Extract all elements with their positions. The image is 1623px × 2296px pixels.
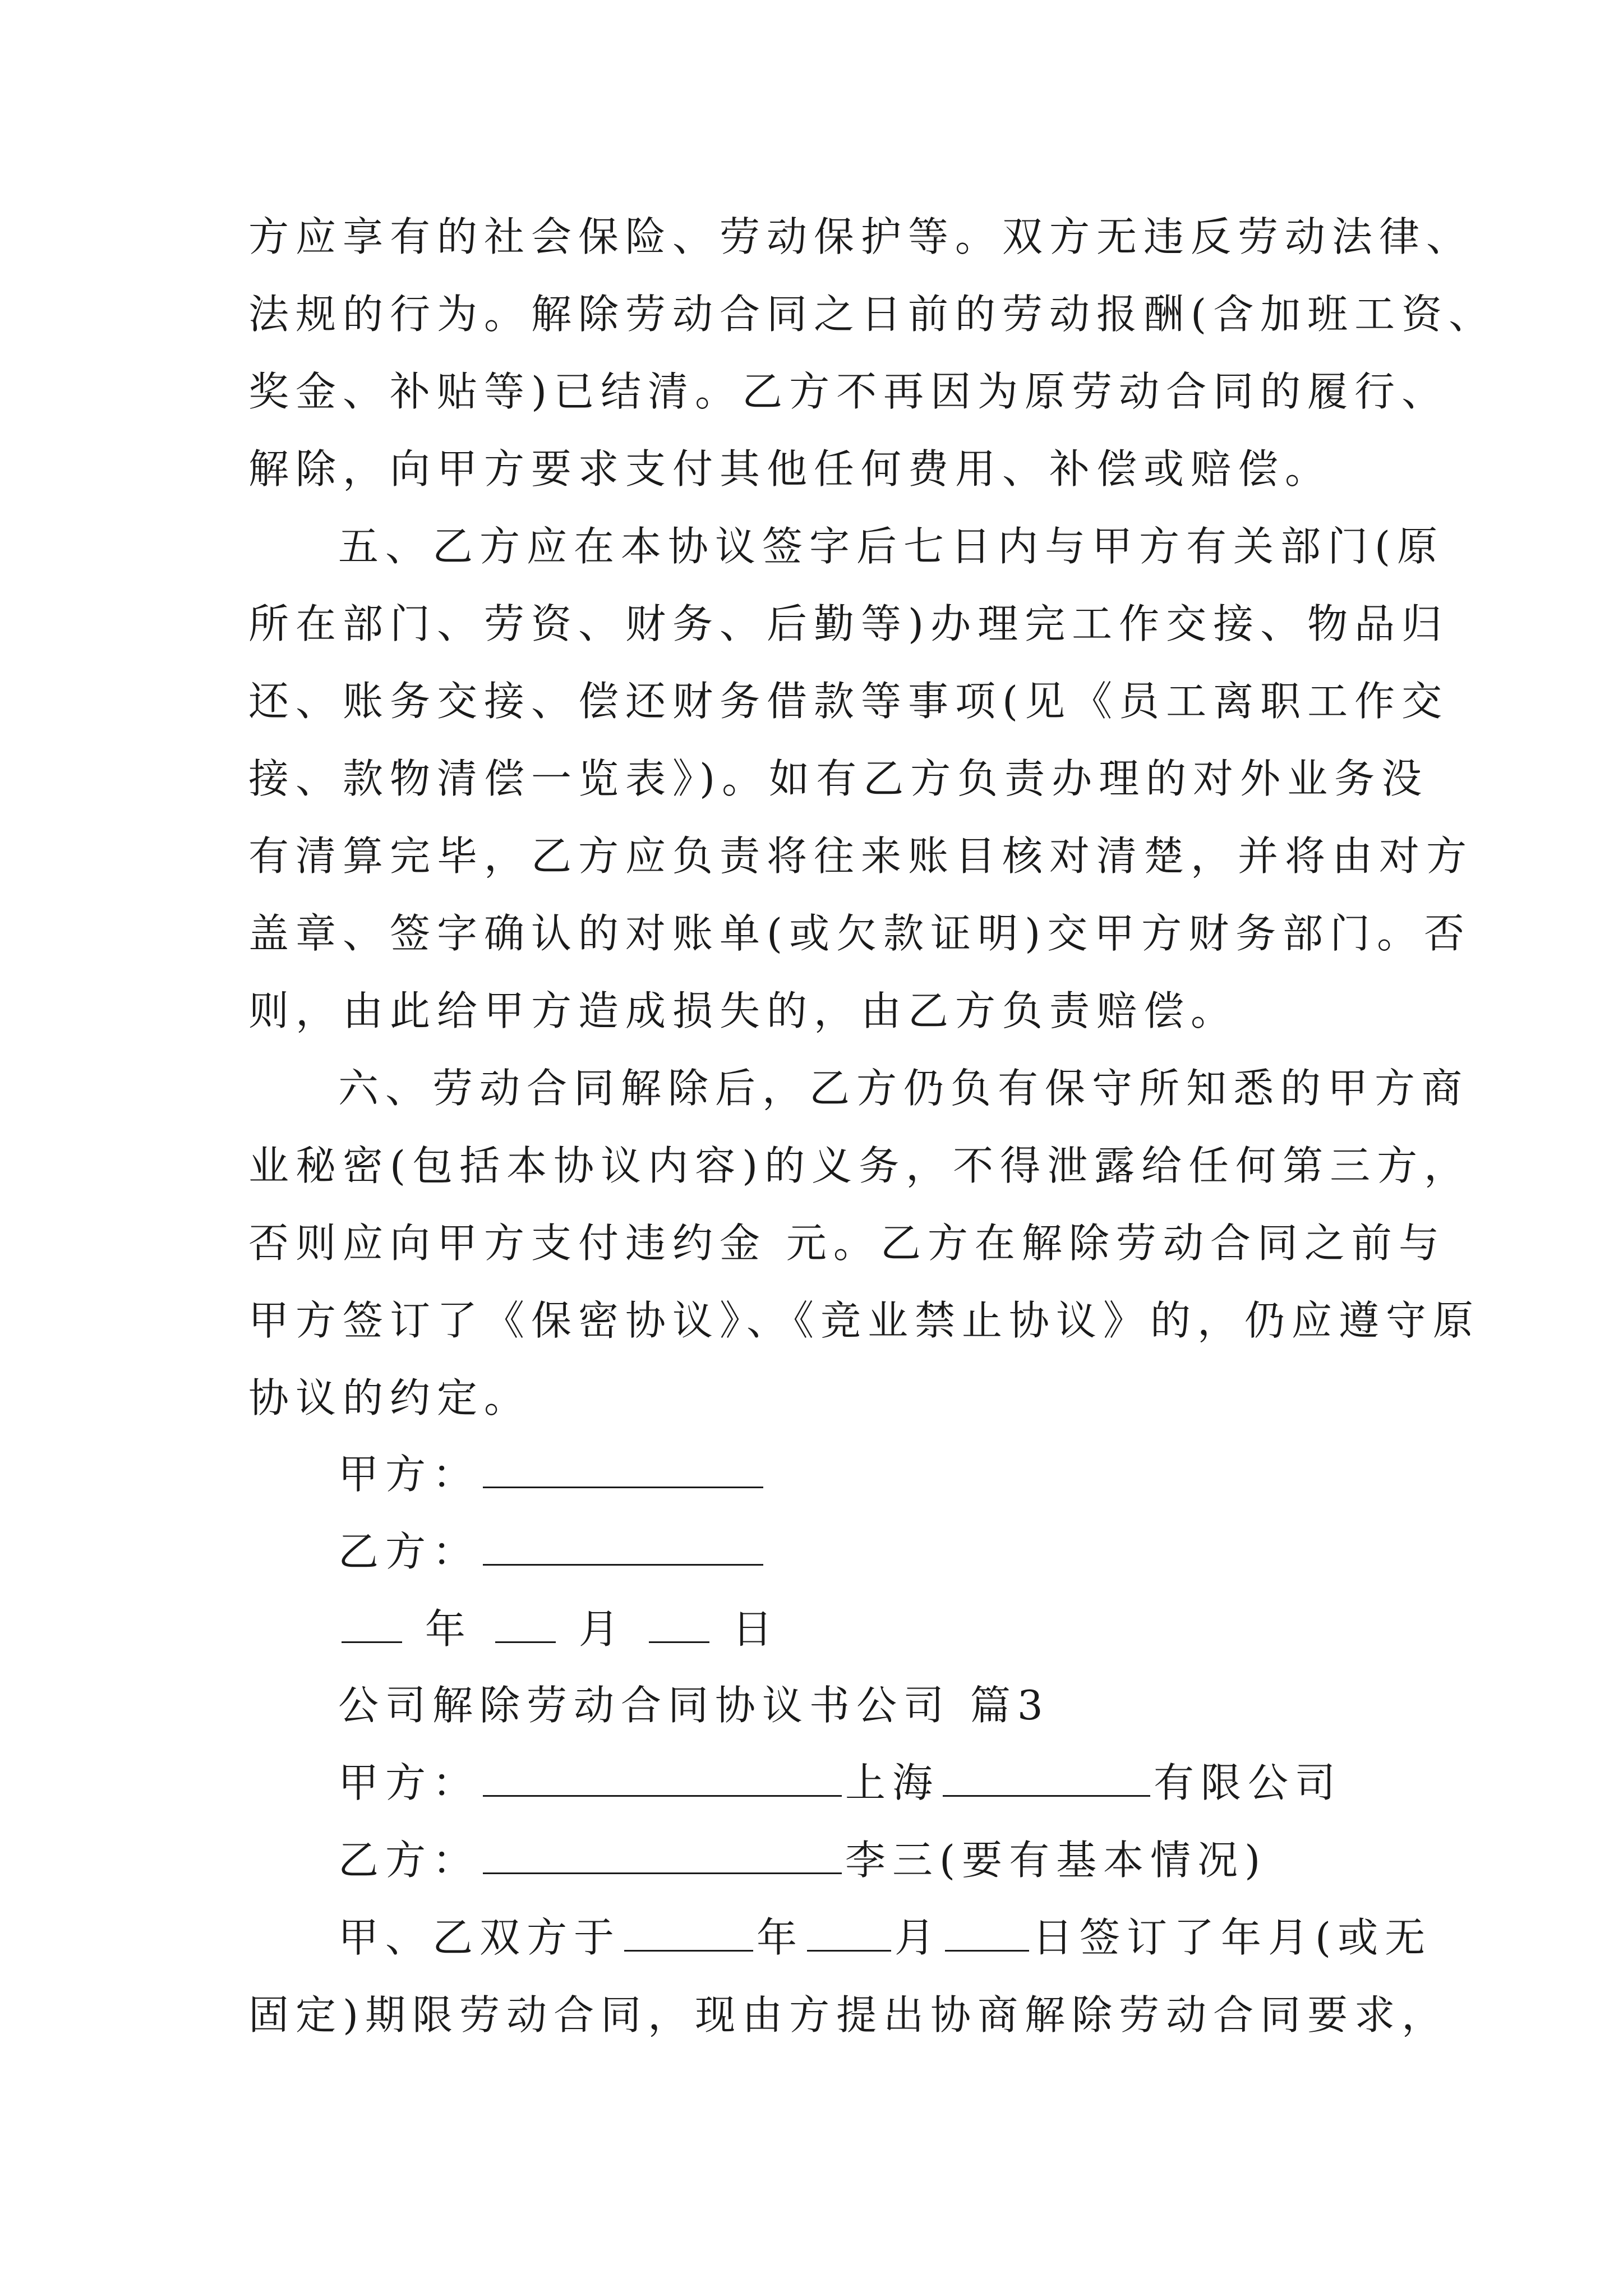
section-3-heading: 公司解除劳动合同协议书公司 篇3 xyxy=(338,1682,1050,1729)
intro-year: 年 xyxy=(757,1914,804,1961)
month-label: 月 xyxy=(578,1605,626,1653)
section-3-party-a-value: 上海 xyxy=(845,1759,940,1806)
year-blank xyxy=(342,1607,402,1643)
paragraph-5-line-3: 还、账务交接、偿还财务借款等事项(见《员工离职工作交 xyxy=(248,678,1449,725)
paragraph-5-line-7: 则，由此给甲方造成损失的，由乙方负责赔偿。 xyxy=(248,987,1238,1034)
intro-prefix: 甲、乙双方于 xyxy=(338,1914,621,1961)
party-b-label: 乙方： xyxy=(338,1528,480,1575)
paragraph-5-line-2: 所在部门、劳资、财务、后勤等)办理完工作交接、物品归 xyxy=(248,600,1449,647)
signature-party-a xyxy=(338,1446,767,1502)
day-blank xyxy=(649,1607,709,1643)
section-3-party-b-label: 乙方： xyxy=(338,1837,480,1884)
paragraph-6-line-5: 协议的约定。 xyxy=(248,1374,532,1421)
section-3-party-a xyxy=(338,1755,1342,1811)
section-3-party-b-value: 李三(要有基本情况) xyxy=(845,1837,1267,1884)
year-label: 年 xyxy=(425,1605,472,1653)
paragraph-6-line-3: 否则应向甲方支付违约金 元。乙方在解除劳动合同之前与 xyxy=(248,1220,1446,1267)
party-b-blank xyxy=(483,1529,763,1566)
section-3-party-b xyxy=(338,1832,1267,1888)
paragraph-5-line-6: 盖章、签字确认的对账单(或欠款证明)交甲方财务部门。否 xyxy=(248,910,1472,957)
paragraph-6-line-4: 甲方签订了《保密协议》、《竞业禁止协议》的，仍应遵守原 xyxy=(248,1297,1481,1344)
paragraph-6-line-2: 业秘密(包括本协议内容)的义务，不得泄露给任何第三方， xyxy=(248,1142,1472,1189)
intro-month: 月 xyxy=(895,1914,942,1961)
section-3-intro-line-1 xyxy=(338,1910,1432,1966)
signature-date xyxy=(338,1601,780,1657)
party-a-blank xyxy=(483,1452,763,1488)
section-3-party-b-blank xyxy=(483,1838,842,1874)
section-3-intro-line-2: 固定)期限劳动合同，现由方提出协商解除劳动合同要求， xyxy=(248,1991,1449,2039)
intro-day-rest: 日签订了年月(或无 xyxy=(1032,1914,1432,1961)
section-3-party-a-suffix: 有限公司 xyxy=(1154,1759,1343,1806)
paragraph-5-line-4: 接、款物清偿一览表》)。如有乙方负责办理的对外业务没 xyxy=(248,755,1429,802)
paragraph-4-line-2: 法规的行为。解除劳动合同之日前的劳动报酬(含加班工资、 xyxy=(248,291,1496,338)
paragraph-5-line-5: 有清算完毕，乙方应负责将往来账目核对清楚，并将由对方 xyxy=(248,832,1474,880)
month-blank xyxy=(495,1607,556,1643)
intro-month-blank xyxy=(807,1915,891,1952)
section-3-party-a-blank-2 xyxy=(943,1760,1150,1797)
paragraph-4-line-1: 方应享有的社会保险、劳动保护等。双方无违反劳动法律、 xyxy=(248,213,1474,260)
paragraph-4-line-4: 解除，向甲方要求支付其他任何费用、补偿或赔偿。 xyxy=(248,445,1332,493)
day-label: 日 xyxy=(732,1605,780,1653)
intro-year-blank xyxy=(624,1915,753,1952)
signature-party-b xyxy=(338,1524,767,1580)
section-3-party-a-blank xyxy=(483,1760,842,1797)
paragraph-5-line-1: 五、乙方应在本协议签字后七日内与甲方有关部门(原 xyxy=(338,523,1445,570)
paragraph-6-line-1: 六、劳动合同解除后，乙方仍负有保守所知悉的甲方商 xyxy=(338,1065,1469,1112)
section-3-party-a-label: 甲方： xyxy=(338,1759,480,1806)
intro-day-blank xyxy=(945,1915,1029,1952)
party-a-label: 甲方： xyxy=(338,1451,480,1498)
paragraph-4-line-3: 奖金、补贴等)已结清。乙方不再因为原劳动合同的履行、 xyxy=(248,368,1449,415)
